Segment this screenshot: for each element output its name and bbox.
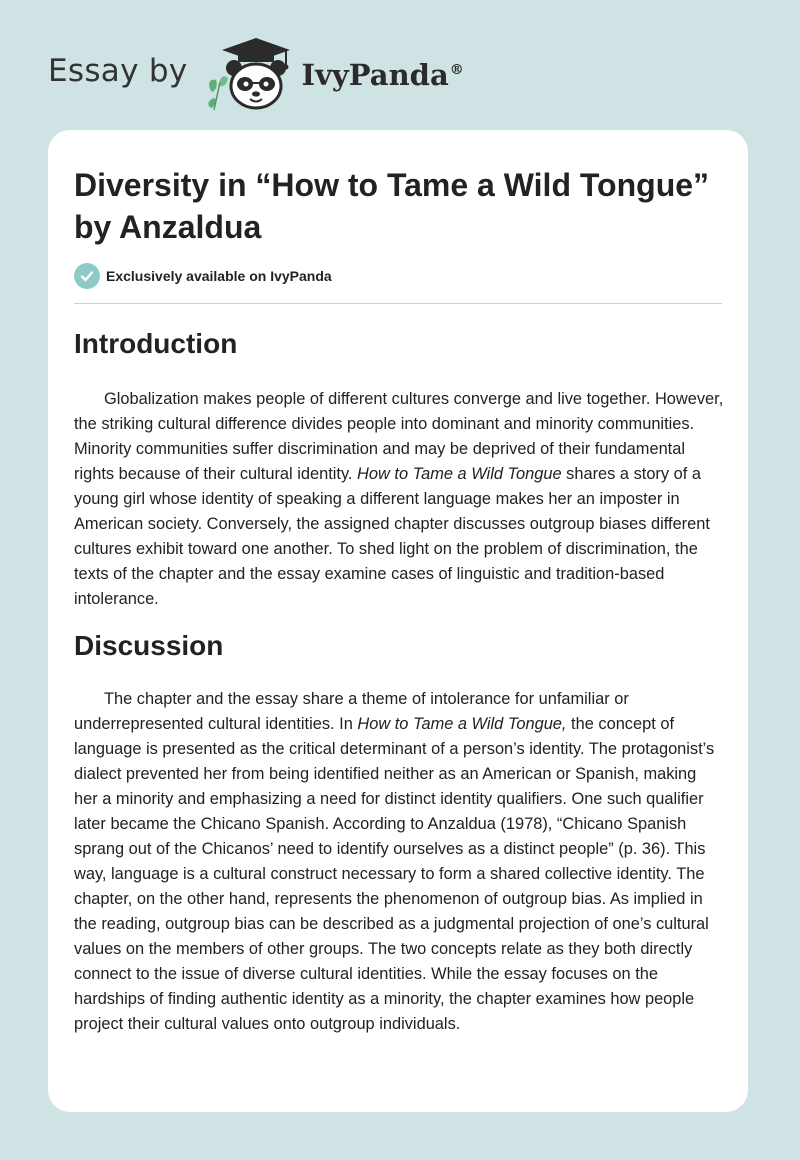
exclusive-badge (74, 263, 332, 289)
essay-title: Diversity in “How to Tame a Wild Tongue” by Anzaldua (74, 167, 710, 245)
book-title-italic: How to Tame a Wild Tongue (357, 465, 562, 483)
registered-mark: ® (449, 62, 464, 79)
check-icon (74, 263, 100, 289)
site-header (48, 34, 548, 114)
divider (74, 303, 722, 304)
essay-by-label: Essay by (48, 53, 188, 89)
section-heading-discussion: Discussion (74, 630, 224, 661)
brand-name[interactable]: IvyPanda® (301, 58, 464, 92)
badge-label: Exclusively available on IvyPanda (106, 268, 332, 284)
paragraph-introduction: Globalization makes people of different cultures converge and live together. However, the striking cultural difference divides people into dominant and minority communities. Minority communities suffer discrimination and may be deprived of their fundamental rights because of their cultural identity. How to Tame a Wild Tongue shares a story of a young girl whose identity of speaking a different language makes her an imposter in American society. Conversely, the assigned chapter discusses outgroup biases different cultures exhibit toward one another. To shed light on the problem of discrimination, the texts of the chapter and the essay examine cases of linguistic and tradition-based intolerance. (74, 390, 724, 608)
panda-graduate-icon[interactable] (206, 34, 298, 114)
paragraph-discussion: The chapter and the essay share a theme of intolerance for unfamiliar or underrepresented cultural identities. In How to Tame a Wild Tongue, the concept of language is presented as the critical determinant of a person’s identity. The protagonist’s dialect prevented her from being identified neither as an American or Spanish, making her a minority and emphasizing a need for distinct identity qualifiers. One such qualifier later became the Chicano Spanish. According to Anzaldua (1978), “Chicano Spanish sprang out of the Chicanos’ need to identify ourselves as a distinct people” (p. 36). This way, language is a cultural construct necessary to form a shared collective identity. The chapter, on the other hand, represents the phenomenon of outgroup bias. As implied in the reading, outgroup bias can be described as a judgmental projection of one’s cultural values on the members of other groups. The two concepts relate as they both directly connect to the issue of diverse cultural identities. While the essay focuses on the hardships of finding authentic identity as a minority, the chapter examines how people project their cultural values onto outgroup individuals. (74, 690, 715, 1033)
section-heading-introduction: Introduction (74, 328, 238, 359)
book-title-italic: How to Tame a Wild Tongue, (357, 715, 567, 733)
essay-card (48, 130, 748, 1112)
